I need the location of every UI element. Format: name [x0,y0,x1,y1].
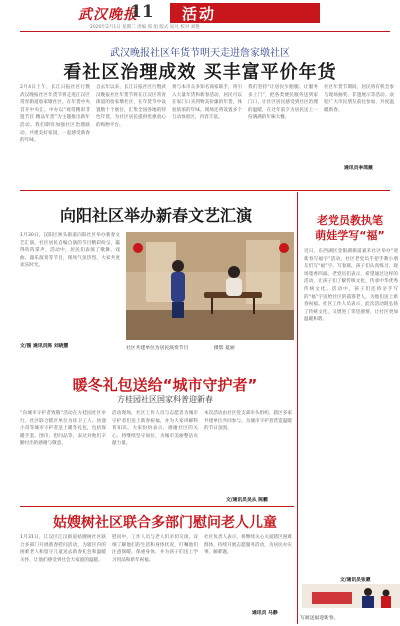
article3-col3: 本次活动由社区党支部牵头组织，辖区多家共建单位共同参与，为城市守护者营造温暖的节日氛围。 [204,411,292,432]
article2-col1: 1月30日，汉阳区洲头街道向阳社区举办新春文艺汇演，社区居民自编自演的节目精彩纷呈，赢得阵阵掌声。活动中，居民们表演了歌舞、戏曲、器乐演奏等节目，现场气氛热烈，大家共度欢乐时光。 [20,233,120,269]
side-headline-2: 萌娃学写“福” [315,229,385,242]
masthead [0,0,400,30]
article2-caption-credit: 摄影 夏丽 [213,346,235,351]
article1-col5: 社区年货节期间，居民将有机会参与现场抽奖、非遗展示等活动。欢迎广大市民朋友前往参加，共度温暖新春。 [324,85,394,113]
side-byline: 文/通讯员张蒙 [340,578,371,583]
article2-caption-text: 社区共建单位为居民演奏节目 [126,346,189,351]
article4-col2: 慰问中，工作人员与老人们亲切交谈，详细了解他们的生活和身体状况，叮嘱他们注意保暖、保重身体，并为孩子们送上学习用品和新年祝福。 [112,535,198,563]
calligraphy-illustration [302,584,400,608]
article4-col3: 社区负责人表示，将继续关心关爱辖区困难群体，持续开展志愿服务活动，为居民办实事、解难题。 [204,535,292,556]
article1-kicker: 武汉晚报社区年货节明天走进詹家墩社区 [110,48,290,59]
section-banner [170,3,320,23]
article3-headline: 暖冬礼包送给“城市守护者” [72,376,258,394]
side-body: 近日，东西湖区金银湖街道嘉禾社区举办“迎新春写福字”活动，社区老党员手把手教小朋友们写“福”字、写春联，孩子们认真练习，现场墨香四溢。老党员们表示，希望通过这样的活动，让孩子们了解传统文化，传承中华优秀传统文化。活动中，孩子们还将亲手写的“福”字送给社区的孤寡老人，为他们送上新春祝福。社区工作人员表示，此次活动既弘扬了传统文化，又增进了邻里感情，让社区更加温暖和谐。 [304,249,398,323]
performance-photo [126,232,294,340]
side-caption: 写福送福迎新春。 [300,616,339,621]
section-rule-1 [20,190,390,191]
article1-headline: 看社区治理成效 买丰富平价年货 [63,62,337,83]
article2-caption [126,344,294,351]
article1-col2: 自去年以来，长江日报社区行暨武汉晚报社区年货节将在江汉区常青街道的詹家墩社区，在年货节中设置数十个展位，汇集全国各地的特色年货，为社区居民提供优惠放心的购物平台。 [96,85,166,128]
column-divider [297,192,298,624]
newspaper-logo: 武汉晚报 [78,7,138,23]
article3-col1: “向城市守护者致敬”活动在方桂园社区举行。社区联合辖区单位为环卫工人、快递小哥等城市守护者送上暖冬礼包，包括保暖手套、围巾、慰问品等，表达对他们辛勤付出的感谢与敬意。 [20,411,106,447]
article3-col2: 活动现场，社区工作人员与志愿者为城市守护者们送上新春祝福，并为大家讲解科普知识。大家纷纷表示，感谢社区的关心，将继续坚守岗位，为城市美丽整洁贡献力量。 [112,411,198,447]
article1-col4: 我们坚持“让居民少跑腿、让服务多上门”，把各类便民服务送到家门口，让社区居民感受到社区治理的温暖，在过年前夕为居民送上一份满满的年味大餐。 [248,85,318,121]
section-rule-2 [20,506,294,507]
side-photo [302,584,400,608]
article1-col1: 2月4日上午，长江日报社区行暨武汉晚报社区年货节将走进江汉区常青街道詹家墩社区。在年货中央首开中央汇、中办以“观赏精彩非遗节目 精品年货”为主题推出新年活动。我们期待加强社区治理联动，共建美好家园，一起感受新春的年味。 [20,85,90,144]
side-headline-1: 老党员教执笔 [317,214,383,227]
section-title: 活动 [182,5,217,23]
article2-byline: 文/图 通讯员陈 刘晓慧 [20,344,69,349]
page-number: 11 [130,2,154,22]
article4-byline: 通讯员 马静 [252,611,278,616]
article1-col3: 将与本市众多知名商家联手，将引入大量年货和新春活动，居民可以在家门口买到物美价廉的年货，体验浓浓的年味。现场还将设置多个互动体验区，内容丰富。 [172,85,242,121]
article2-headline: 向阳社区举办新春文艺汇演 [59,206,252,225]
article4-col1: 1月31日，江汉区江汉街道姑嫂树社区联合多部门开展新春慰问活动，为辖区内的困难老人和留守儿童送去新春礼包和温暖关怀，让他们感受到社会大家庭的温暖。 [20,535,106,563]
article4-headline: 姑嫂树社区联合多部门慰问老人儿童 [53,515,277,531]
issue-meta: 2020年2月1日 星期二 责编 郑 旭 版式 易凡 校对 刘艳 [90,25,200,30]
performance-illustration [126,232,294,340]
article3-kicker: 方桂园社区国家科普迎新春 [117,395,213,404]
article1-byline: 通讯员李鸿薇 [344,166,373,171]
top-rule [20,31,390,32]
article3-byline: 文/通讯员吴从 陈鹏 [226,498,268,503]
